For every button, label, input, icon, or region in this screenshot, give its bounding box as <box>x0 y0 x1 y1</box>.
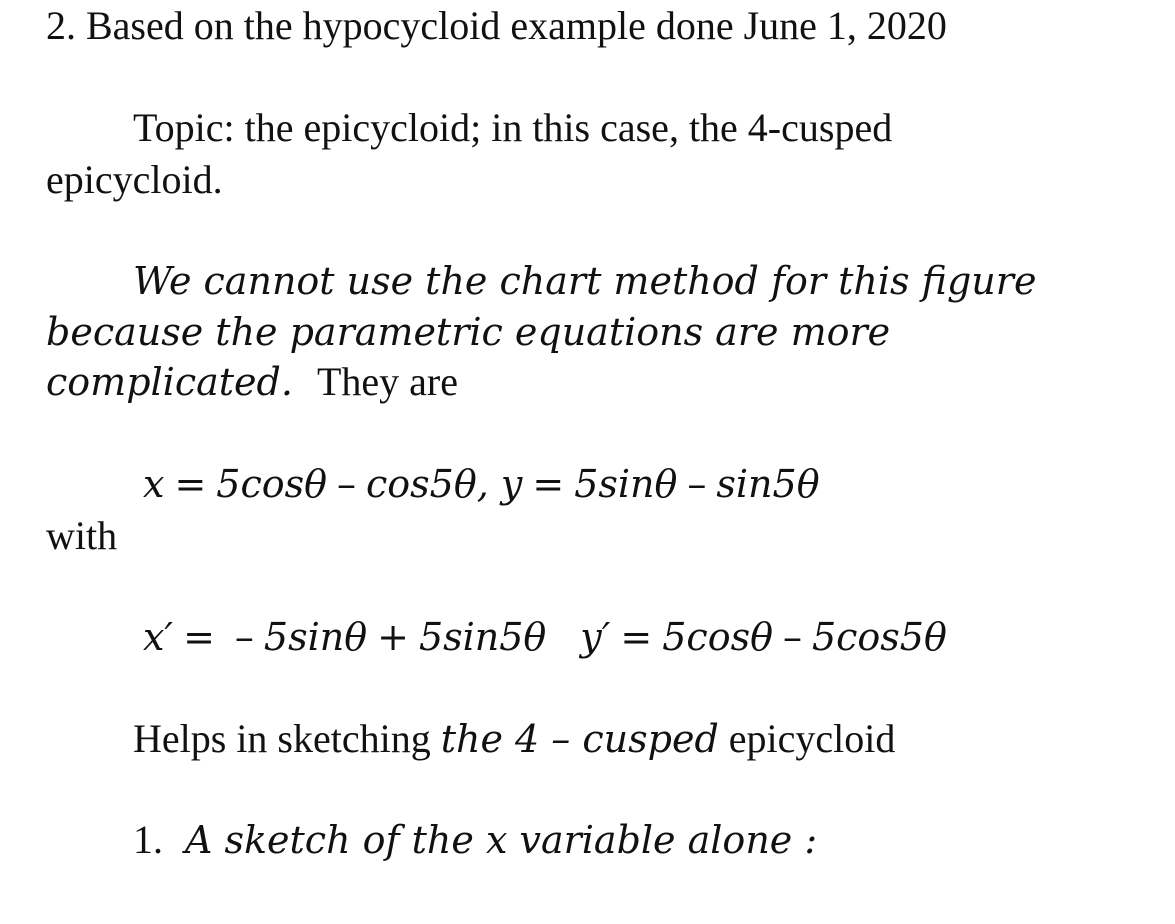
eq2-xp-b: 5sin5θ <box>418 615 547 659</box>
equation-derivatives: x′ = – 5sinθ + 5sin5θ y′ = 5cosθ – 5cos5θ <box>143 615 947 659</box>
helps-suffix: epicycloid <box>728 716 896 761</box>
with-text: with <box>46 513 118 558</box>
eq1-y: y <box>500 462 523 506</box>
topic-line-1: Topic: the epicycloid; in this case, the 4-cusped <box>133 105 893 150</box>
equation-x-y: x = 5cosθ – cos5θ, y = 5sinθ – sin5θ <box>143 462 820 506</box>
item-1-text: A sketch of the x variable alone : <box>185 818 818 862</box>
they-are-text: They are <box>316 359 458 404</box>
italic-line-3-row <box>46 358 458 406</box>
italic-line-1: We cannot use the chart method for this figure <box>133 259 1037 303</box>
eq1-y-b: sin5θ <box>716 462 820 506</box>
helps-italic: the 4 – cusped <box>440 717 719 761</box>
eq1-x-b: cos5θ, <box>366 462 489 506</box>
eq2-xp: x′ <box>143 615 174 659</box>
helps-prefix: Helps in sketching <box>133 716 431 761</box>
eq1-x: x <box>143 462 165 506</box>
italic-line-3: complicated. <box>46 360 293 404</box>
item-1-number: 1. <box>133 817 163 862</box>
eq2-xp-a: 5sinθ <box>263 615 368 659</box>
eq2-yp-a: 5cosθ <box>662 615 773 659</box>
list-item-1 <box>133 816 817 864</box>
eq2-yp: y′ <box>580 615 611 659</box>
heading: 2. Based on the hypocycloid example done June 1, 2020 <box>46 3 947 48</box>
eq1-y-a: 5sinθ <box>574 462 678 506</box>
eq2-yp-b: 5cos5θ <box>811 615 947 659</box>
eq1-x-a: 5cosθ <box>216 462 327 506</box>
helps-line <box>133 715 895 763</box>
topic-line-2: epicycloid. <box>46 157 223 202</box>
italic-line-2: because the parametric equations are more <box>46 310 891 354</box>
